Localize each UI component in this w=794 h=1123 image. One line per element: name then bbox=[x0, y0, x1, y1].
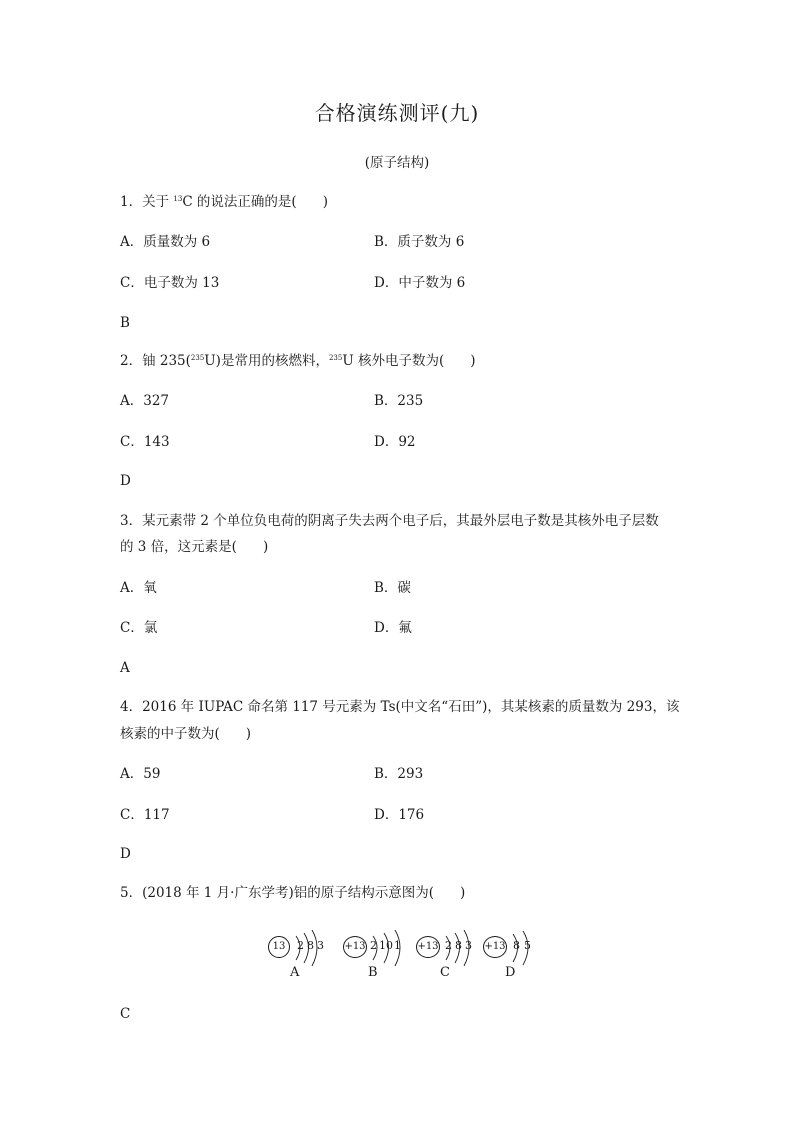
shell-electrons: 8 bbox=[513, 939, 520, 952]
shell-electrons: 3 bbox=[465, 939, 472, 952]
option-label: B bbox=[368, 965, 378, 980]
q2-option-b: B．235 bbox=[374, 393, 424, 409]
shell-electrons: 2 bbox=[445, 939, 452, 952]
question-4-stem-line2: 核素的中子数为( ) bbox=[120, 726, 252, 742]
q4-option-b: B．293 bbox=[374, 766, 424, 782]
electron-shell-arcs bbox=[343, 930, 413, 970]
q5-answer: C bbox=[120, 1006, 131, 1022]
question-2-stem: 2．铀 235($^{235}$U)是常用的核燃料，$^{235}$U 核外电子数为( ) bbox=[120, 353, 476, 369]
question-3-stem-line2: 的 3 倍，这元素是( ) bbox=[120, 539, 269, 555]
q1-option-b: B．质子数为 6 bbox=[374, 234, 465, 250]
question-4-stem-line1: 4．2016 年 IUPAC 命名第 117 号元素为 Ts(中文名“石田”)，其某核素的质量数为 293，该 bbox=[120, 699, 680, 715]
shell-electrons: 2 bbox=[297, 939, 304, 952]
atom-diagram-c bbox=[416, 930, 481, 985]
page-subtitle: (原子结构) bbox=[364, 155, 430, 171]
shell-electrons: 2 bbox=[370, 939, 377, 952]
q4-option-c: C．117 bbox=[120, 807, 170, 823]
nucleus: +13 bbox=[416, 936, 440, 958]
q3-answer: A bbox=[120, 660, 130, 676]
option-label: D bbox=[505, 965, 516, 980]
page-title: 合格演练测评(九) bbox=[314, 101, 480, 125]
shell-electrons: 3 bbox=[317, 939, 324, 952]
q4-option-a: A．59 bbox=[120, 766, 161, 782]
question-3-stem-line1: 3．某元素带 2 个单位负电荷的阴离子失去两个电子后，其最外层电子数是其核外电子层数 bbox=[120, 513, 659, 529]
shell-electrons: 8 bbox=[307, 939, 314, 952]
shell-electrons: 8 bbox=[455, 939, 462, 952]
q4-answer: D bbox=[120, 846, 131, 862]
q2-option-c: C．143 bbox=[120, 434, 170, 450]
isotope-mass-number: 13 bbox=[173, 195, 183, 203]
atom-diagram-b bbox=[343, 930, 413, 985]
q1-option-c: C．电子数为 13 bbox=[120, 275, 220, 291]
option-label: A bbox=[290, 965, 300, 980]
atom-structure-diagrams bbox=[268, 930, 538, 985]
question-5-stem: 5．(2018 年 1 月·广东学考)铝的原子结构示意图为( ) bbox=[120, 885, 466, 901]
q3-option-b: B．碳 bbox=[374, 580, 411, 596]
shell-electrons: 5 bbox=[524, 939, 531, 952]
nucleus: 13 bbox=[268, 936, 290, 958]
shell-electrons: 1 bbox=[394, 939, 401, 952]
question-1-stem: 1．关于 $^{13}$C 的说法正确的是( ) bbox=[120, 194, 328, 210]
q1-option-a: A．质量数为 6 bbox=[120, 234, 211, 250]
q3-option-c: C．氯 bbox=[120, 620, 158, 636]
q2-option-a: A．327 bbox=[120, 393, 170, 409]
nucleus: +13 bbox=[483, 936, 507, 958]
isotope-mass-number: 235 bbox=[328, 354, 343, 362]
isotope-mass-number: 235 bbox=[190, 354, 205, 362]
q1-answer: B bbox=[120, 315, 130, 331]
nucleus: +13 bbox=[343, 936, 367, 958]
option-label: C bbox=[440, 965, 450, 980]
atom-diagram-a bbox=[268, 930, 333, 985]
q3-option-d: D．氟 bbox=[374, 620, 412, 636]
q2-option-d: D．92 bbox=[374, 434, 416, 450]
q1-option-d: D．中子数为 6 bbox=[374, 275, 466, 291]
atom-diagram-d bbox=[483, 930, 538, 985]
q3-option-a: A．氧 bbox=[120, 580, 157, 596]
q2-answer: D bbox=[120, 473, 131, 489]
shell-electrons: 10 bbox=[379, 939, 393, 952]
q4-option-d: D．176 bbox=[374, 807, 425, 823]
